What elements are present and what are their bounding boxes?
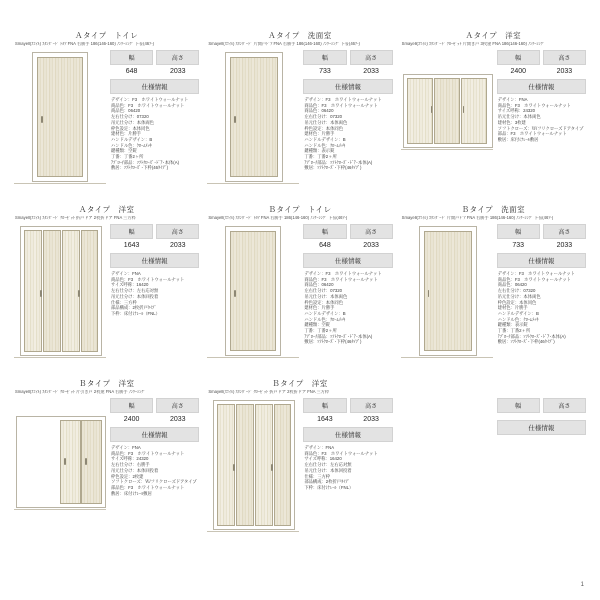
- value-width: 2400: [510, 68, 527, 75]
- door-drawing-double-fold: [207, 398, 299, 536]
- header-width: 幅: [110, 398, 153, 413]
- door-drawing-double-fold: [14, 224, 106, 362]
- spec-bar: 仕様情報: [110, 79, 199, 94]
- product-subtitle: Smayell(ｽﾏｲﾙ) ｽﾀﾝﾀﾞｰﾄﾞ ｸﾛｰｾﾞｯﾄ 折戸ドア 2枚折ドア FNA 三方枠: [15, 216, 136, 220]
- product-title: Ｂタイプ 洋室: [272, 379, 328, 388]
- header-width: 幅: [110, 224, 153, 239]
- header-height: 高さ: [543, 398, 586, 413]
- door-drawing-single: [401, 224, 493, 362]
- product-subtitle: Smayell(ｽﾏｲﾙ) ｽﾀﾝﾀﾞｰﾄﾞ ﾄｶｱ FNA 右勝手 186(146-160) ﾉﾝｹｰｼﾝｸﾞ 下틀(46ｱ-): [15, 42, 155, 46]
- value-width: 1643: [317, 416, 333, 423]
- product-title: Ａタイプ 洋室: [465, 31, 522, 40]
- product-cell-b-sliding[interactable]: [14, 376, 199, 544]
- value-width: 733: [512, 242, 525, 249]
- product-cell-b-washroom[interactable]: [401, 202, 586, 370]
- header-width: 幅: [497, 398, 540, 413]
- product-cell-b-closet-fold[interactable]: [207, 376, 392, 544]
- header-height: 高さ: [350, 224, 393, 239]
- value-width: 648: [319, 242, 331, 249]
- value-width: [497, 415, 540, 417]
- header-width: 幅: [497, 50, 540, 65]
- spec-bar: 仕様情報: [303, 427, 392, 442]
- spec-table: [497, 224, 586, 362]
- value-height: 2033: [556, 242, 573, 249]
- product-subtitle: Smayell(ｽﾏｲﾙ) ｽﾀﾝﾀﾞｰﾄﾞ ｸﾛｰｾﾞｯﾄ 片開き戸 3枚建 FNA 186(146-160) ﾉﾝｹｰｼﾝｸﾞ: [401, 42, 545, 46]
- product-title: Ｂタイプ トイレ: [268, 205, 332, 214]
- header-height: 高さ: [543, 50, 586, 65]
- header-height: 高さ: [156, 224, 199, 239]
- spec-bar: 仕様情報: [303, 79, 392, 94]
- spec-table: [303, 398, 392, 536]
- spec-lines: デザイン：FNA 商品色：F3 ホワイトウォールナット サイズ呼称：24320 左右仕分け：右勝手 吊元仕分け：本体回投着 枠色設定：2枚建 ソフトクローズ：Ｗ/フリクローズドアタイプ 部品色：F3 ホワイトウォールナット 敷居：床付けﾚｰﾙ敷居: [111, 445, 197, 496]
- value-height: 2033: [169, 416, 186, 423]
- spec-bar: 仕様情報: [110, 427, 199, 442]
- product-cell-empty: [401, 376, 586, 544]
- product-title: Ｂタイプ 洋室: [78, 379, 135, 388]
- header-width: 幅: [303, 224, 346, 239]
- spec-table: [110, 224, 199, 362]
- door-drawing-single: [207, 224, 299, 362]
- value-height: 2033: [363, 416, 379, 423]
- product-subtitle: Smayell(ｽﾏｲﾙ) ｽﾀﾝﾀﾞｰﾄﾞ 片開戸ﾄﾞｱ FNA 右勝手 186(146-160) ﾉﾝｹｰｼﾝｸﾞ 下틀(46ｱ-): [401, 216, 554, 220]
- product-cell-a-closet-3panel[interactable]: [401, 28, 586, 196]
- spec-table: [303, 224, 392, 362]
- value-width: 2400: [123, 416, 140, 423]
- header-height: 高さ: [543, 224, 586, 239]
- spec-bar: 仕様情報: [497, 420, 586, 435]
- header-width: 幅: [110, 50, 153, 65]
- product-title: Ａタイプ 洋室: [78, 205, 135, 214]
- spec-bar: 仕様情報: [303, 253, 392, 268]
- door-drawing-sliding-two: [14, 398, 106, 536]
- spec-bar: 仕様情報: [497, 79, 586, 94]
- value-width: 1643: [123, 242, 140, 249]
- value-height: 2033: [556, 68, 573, 75]
- product-cell-a-washroom[interactable]: [207, 28, 392, 196]
- spec-bar: 仕様情報: [497, 253, 586, 268]
- value-height: 2033: [169, 242, 186, 249]
- value-width: 733: [319, 68, 331, 75]
- door-drawing-single: [14, 50, 106, 188]
- product-subtitle: Smayell(ｽﾏｲﾙ) ｽﾀﾝﾀﾞｰﾄﾞ 片開戸ﾄﾞｱ FNA 右勝手 186(146-160) ﾉﾝｹｰｼﾝｸﾞ 下틀(46ｱ-): [208, 42, 360, 46]
- header-height: 高さ: [350, 398, 393, 413]
- spec-table: [497, 398, 586, 536]
- spec-table: [497, 50, 586, 188]
- header-height: 高さ: [350, 50, 393, 65]
- spec-table: [303, 50, 392, 188]
- door-drawing-triple-fold: [401, 50, 493, 188]
- value-height: [543, 415, 586, 417]
- header-width: 幅: [303, 398, 346, 413]
- product-cell-a-toilet[interactable]: [14, 28, 199, 196]
- value-height: 2033: [363, 68, 379, 75]
- header-width: 幅: [497, 224, 540, 239]
- door-drawing-single: [207, 50, 299, 188]
- spec-bar: 仕様情報: [110, 253, 199, 268]
- product-subtitle: Smayell(ｽﾏｲﾙ) ｽﾀﾝﾀﾞｰﾄﾞ ﾄｶｱ FNA 右勝手 186(146-160) ﾉﾝｹｰｼﾝｸﾞ 下틀(46ｱ-): [208, 216, 348, 220]
- product-title: [401, 378, 586, 387]
- spec-table: [110, 50, 199, 188]
- header-width: 幅: [303, 50, 346, 65]
- value-width: 648: [125, 68, 138, 75]
- door-drawing-none: [401, 398, 493, 536]
- product-subtitle: Smayell(ｽﾏｲﾙ) ｽﾀﾝﾀﾞｰﾄﾞ ｸﾛｰｾﾞｯﾄ 片引き戸 2枚建 FNA 右勝手 ﾉﾝｹｰｼﾝｸﾞ: [15, 390, 146, 394]
- spec-lines: デザイン：F3 ホワイトウォールナット 商品色：F3 ホワイトウォールナット 商品色：06420 左右仕分け：07320 吊元仕分け：本体両色 枠色設定：本体同色 建材色：片勝手 ハンドルデザイン：B ハンドル色：ｸﾛｰﾑﾒｯｷ 鍵種類：空錠 丁番：丁番2ヶ所 ｱﾌﾟﾛｰﾁ部品：ｿﾌﾄｸﾛｰｽﾞ･ﾄﾞｱ･本体(A) 敷居：ｿﾌﾄｸﾛｰｽﾞ･下枠(46ﾀｲﾌﾟ): [304, 271, 382, 345]
- product-subtitle: Smayell(ｽﾏｲﾙ) ｽﾀﾝﾀﾞｰﾄﾞ ｸﾛｰｾﾞｯﾄ 折戸ドア 2枚折ドア FNA 三方枠: [208, 390, 330, 394]
- spec-lines: デザイン：FNA 商品色：F3 ホワイトウォールナット サイズ呼称：16420 左右仕分け：左右応対無 吊元仕分け：本体回投着 仕様：三方枠 部品構成：2枚折戸ﾀｲﾌﾟ 下枠：床付けﾚｰﾙ（FNL）: [111, 271, 185, 316]
- header-height: 高さ: [156, 50, 199, 65]
- spec-lines: デザイン：FNA 商品色：F3 ホワイトウォールナット サイズ呼称：16420 左右仕分け：左右応対無 吊元仕分け：本体回投着 仕様：三方枠 部品構成：2枚折戸ﾀｲﾌﾟ 下枠：床付けﾚｰﾙ（FNL）: [304, 445, 378, 490]
- header-height: 高さ: [156, 398, 199, 413]
- product-grid: [14, 28, 586, 544]
- product-subtitle: [401, 390, 586, 398]
- spec-lines: デザイン：F3 ホワイトウォールナット 商品色：F3 ホワイトウォールナット 商品色：06420 左右仕分け：07320 吊元仕分け：本体両色 枠色設定：本体同色 建材色：片勝手 ハンドルデザイン：B ハンドル色：ｸﾛｰﾑﾒｯｷ 鍵種類：空錠 丁番：丁番2ヶ所 ｱﾌﾟﾛｰﾁ部品：ｿﾌﾄｸﾛｰｽﾞ･ﾄﾞｱ･本体(A) 敷居：ｿﾌﾄｸﾛｰｽﾞ･下枠(46ﾀｲﾌﾟ): [111, 97, 189, 171]
- page-number: 1: [580, 582, 584, 588]
- product-cell-b-toilet[interactable]: [207, 202, 392, 370]
- product-cell-a-closet-fold[interactable]: [14, 202, 199, 370]
- spec-lines: デザイン：F3 ホワイトウォールナット 商品色：F3 ホワイトウォールナット 商品色：06420 左右仕分け：07320 吊元仕分け：本体両色 枠色設定：本体同色 建材色：片勝手 ハンドルデザイン：B ハンドル色：ｸﾛｰﾑﾒｯｷ 鍵種類：表示錠 丁番：丁番2ヶ所 ｱﾌﾟﾛｰﾁ部品：ｿﾌﾄｸﾛｰｽﾞ･ﾄﾞｱ･本体(A) 敷居：ｿﾌﾄｸﾛｰｽﾞ･下枠(46ﾀｲﾌﾟ): [304, 97, 382, 171]
- spec-table: [110, 398, 199, 536]
- product-title: Ａタイプ トイレ: [75, 31, 139, 40]
- value-height: 2033: [363, 242, 379, 249]
- product-title: Ａタイプ 洗面室: [268, 31, 332, 40]
- product-title: Ｂタイプ 洗面室: [461, 205, 526, 214]
- value-height: 2033: [169, 68, 186, 75]
- spec-lines: デザイン：F3 ホワイトウォールナット 商品色：F3 ホワイトウォールナット 商品色：06420 左右仕分け：07320 吊元仕分け：本体両色 枠色設定：本体同色 建材色：片勝手 ハンドルデザイン：B ハンドル色：ｸﾛｰﾑﾒｯｷ 鍵種類：表示錠 丁番：丁番2ヶ所 ｱﾌﾟﾛｰﾁ部品：ｿﾌﾄｸﾛｰｽﾞ･ﾄﾞｱ･本体(A) 敷居：ｿﾌﾄｸﾛｰｽﾞ･下枠(46ﾀｲﾌﾟ): [497, 271, 575, 345]
- spec-lines: デザイン：FNA 商品色：F3 ホワイトウォールナット サイズ呼称：24320 吊元仕分け：本体両色 建材色：3枚建 ソフトクローズ：Ｗ/フリクローズドアタイプ 部品：F3 ホワイトウォールナット 敷居：床付けﾚｰﾙ敷居: [497, 97, 584, 142]
